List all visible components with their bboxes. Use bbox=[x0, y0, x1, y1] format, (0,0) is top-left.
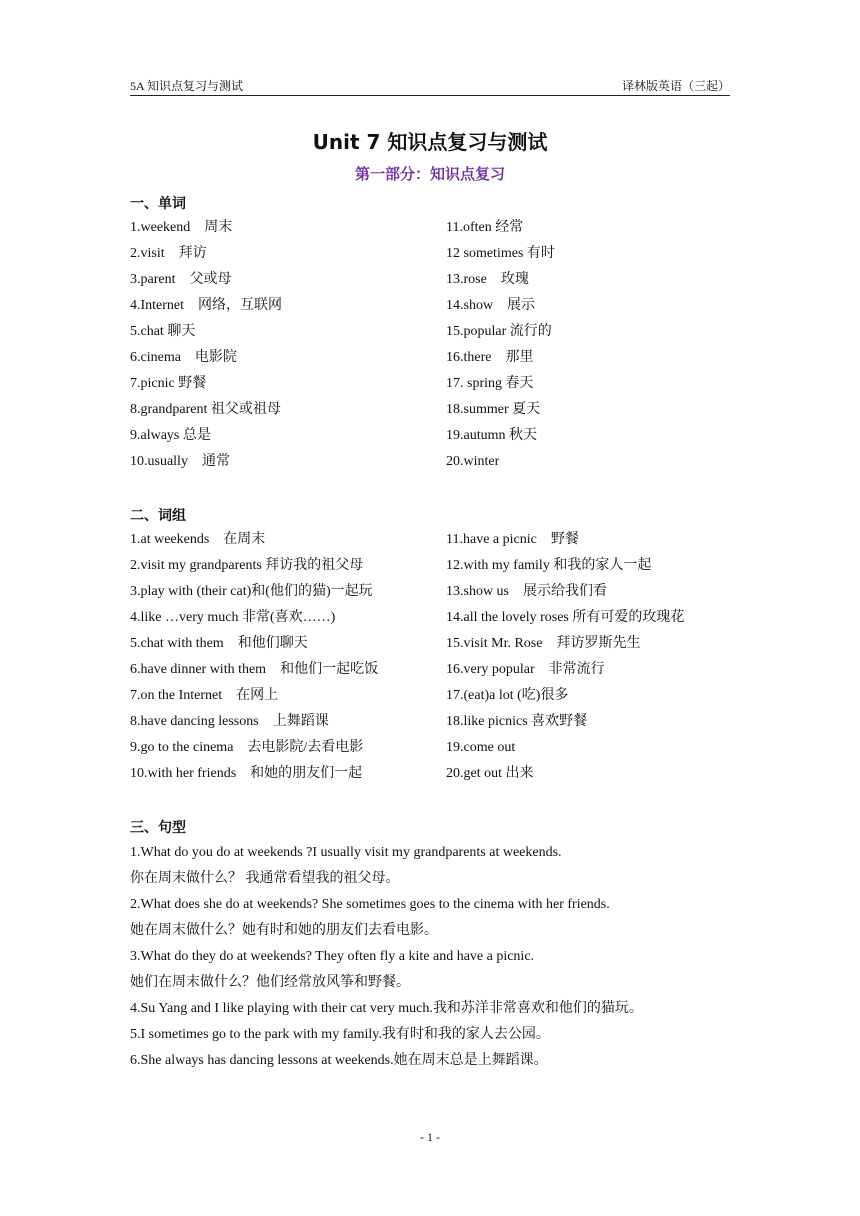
sentence-list bbox=[130, 840, 730, 1074]
list-item: 6.She always has dancing lessons at weekends.她在周末总是上舞蹈课。 bbox=[130, 1053, 548, 1068]
page-subtitle: 第一部分：知识点复习 bbox=[354, 165, 505, 183]
list-item: 10.usually 通常 bbox=[130, 454, 230, 469]
list-item: 12.with my family 和我的家人一起 bbox=[446, 558, 652, 573]
list-item: 19.autumn 秋天 bbox=[446, 428, 537, 443]
list-item: 7.on the Internet 在网上 bbox=[130, 688, 279, 703]
list-item: 4.like …very much 非常(喜欢……) bbox=[130, 610, 336, 625]
list-item: 10.with her friends 和她的朋友们一起 bbox=[130, 766, 363, 781]
list-item: 2.What does she do at weekends? She sometimes goes to the cinema with her friends. bbox=[130, 897, 610, 912]
list-item: 8.grandparent 祖父或祖母 bbox=[130, 402, 281, 417]
page-title: Unit 7 知识点复习与测试 bbox=[312, 130, 548, 154]
list-item: 6.cinema 电影院 bbox=[130, 350, 237, 365]
list-item: 20.winter bbox=[446, 454, 500, 469]
list-item: 5.chat with them 和他们聊天 bbox=[130, 636, 308, 651]
list-item: 3.play with (their cat)和(他们的猫)一起玩 bbox=[130, 584, 373, 599]
header-right-text: 译林版英语（三起） bbox=[621, 79, 730, 93]
word-list-left bbox=[130, 215, 282, 475]
list-item: 1.weekend 周末 bbox=[130, 220, 233, 235]
list-item: 18.like picnics 喜欢野餐 bbox=[446, 714, 588, 729]
list-item: 3.parent 父或母 bbox=[130, 272, 232, 287]
word-list-right bbox=[446, 215, 555, 475]
list-item: 13.rose 玫瑰 bbox=[446, 272, 529, 287]
list-item: 11.often 经常 bbox=[446, 220, 524, 235]
list-item: 9.always 总是 bbox=[130, 428, 211, 443]
list-item: 15.popular 流行的 bbox=[446, 324, 552, 339]
list-item: 2.visit my grandparents 拜访我的祖父母 bbox=[130, 558, 364, 573]
section-heading-sentences: 三、句型 bbox=[130, 820, 186, 836]
list-item: 2.visit 拜访 bbox=[130, 246, 207, 261]
list-item: 3.What do they do at weekends? They often fly a kite and have a picnic. bbox=[130, 949, 535, 964]
phrase-list-right bbox=[446, 527, 684, 787]
list-item: 5.chat 聊天 bbox=[130, 324, 196, 339]
list-item: 13.show us 展示给我们看 bbox=[446, 584, 608, 599]
phrase-list-left bbox=[130, 527, 378, 787]
list-item: 20.get out 出来 bbox=[446, 766, 534, 781]
list-item: 14.show 展示 bbox=[446, 298, 536, 313]
list-item: 5.I sometimes go to the park with my family.我有时和我的家人去公园。 bbox=[130, 1027, 550, 1042]
list-item: 9.go to the cinema 去电影院/去看电影 bbox=[130, 740, 364, 755]
header-left-text: 5A 知识点复习与测试 bbox=[130, 79, 244, 93]
section-heading-phrases: 二、词组 bbox=[130, 508, 186, 524]
list-item: 4.Internet 网络，互联网 bbox=[130, 298, 283, 313]
list-item: 18.summer 夏天 bbox=[446, 402, 541, 417]
list-item: 你在周末做什么？ 我通常看望我的祖父母。 bbox=[130, 871, 400, 886]
list-item: 她们在周末做什么？他们经常放风筝和野餐。 bbox=[130, 975, 410, 990]
list-item: 17.(eat)a lot (吃)很多 bbox=[446, 688, 569, 703]
list-item: 17. spring 春天 bbox=[446, 376, 534, 391]
list-item: 16.very popular 非常流行 bbox=[446, 662, 605, 677]
list-item: 12 sometimes 有时 bbox=[446, 246, 555, 261]
list-item: 1.at weekends 在周末 bbox=[130, 532, 266, 547]
list-item: 16.there 那里 bbox=[446, 350, 534, 365]
list-item: 11.have a picnic 野餐 bbox=[446, 532, 579, 547]
list-item: 4.Su Yang and I like playing with their cat very much.我和苏洋非常喜欢和他们的猫玩。 bbox=[130, 1001, 643, 1016]
page-number: - 1 - bbox=[420, 1130, 440, 1144]
list-item: 1.What do you do at weekends ?I usually visit my grandparents at weekends. bbox=[130, 845, 562, 860]
list-item: 8.have dancing lessons 上舞蹈课 bbox=[130, 714, 329, 729]
section-heading-words: 一、单词 bbox=[130, 196, 186, 212]
list-item: 6.have dinner with them 和他们一起吃饭 bbox=[130, 662, 379, 677]
page-header bbox=[130, 77, 730, 96]
list-item: 她在周末做什么？她有时和她的朋友们去看电影。 bbox=[130, 923, 438, 938]
list-item: 14.all the lovely roses 所有可爱的玫瑰花 bbox=[446, 610, 685, 625]
list-item: 7.picnic 野餐 bbox=[130, 376, 207, 391]
list-item: 15.visit Mr. Rose 拜访罗斯先生 bbox=[446, 636, 641, 651]
list-item: 19.come out bbox=[446, 740, 516, 755]
